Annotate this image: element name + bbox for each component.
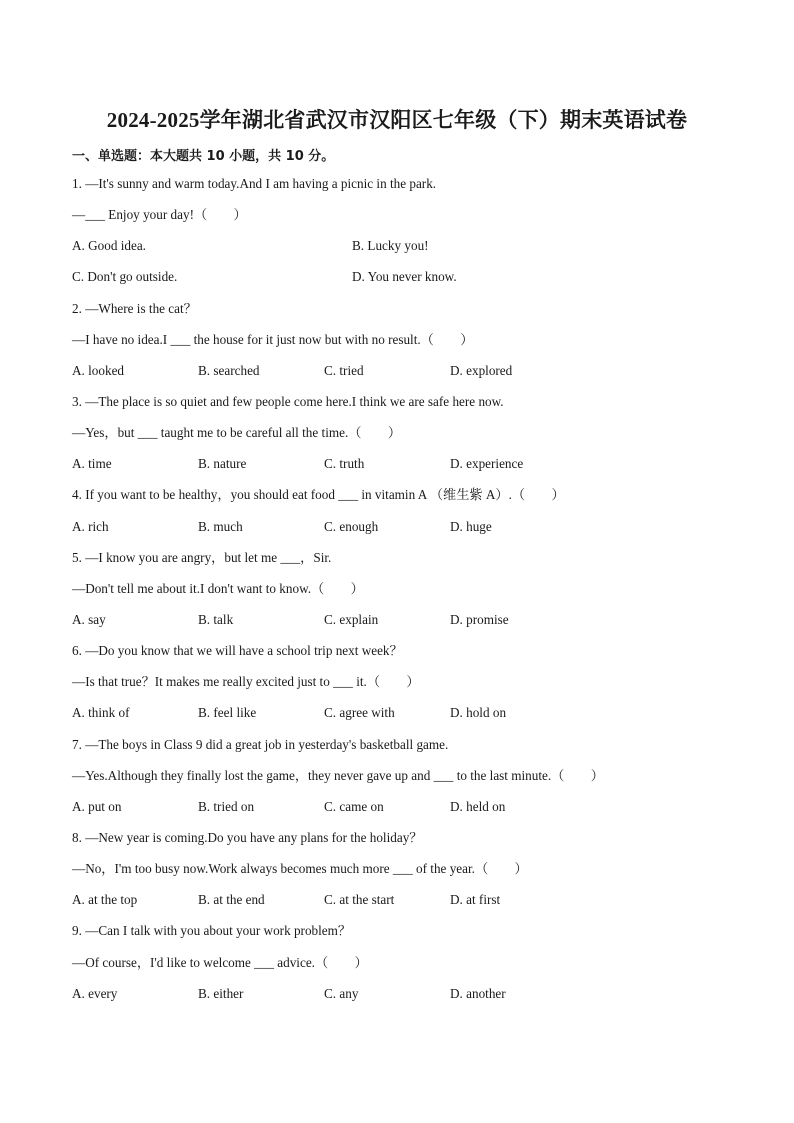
answer-option[interactable]: A. every	[72, 985, 118, 1001]
option-row	[72, 267, 732, 298]
question-response: —I have no idea.I ___ the house for it just now but with no result.（ ）	[72, 331, 474, 347]
option-row	[72, 517, 732, 548]
question-stem: 2. —Where is the cat？	[72, 300, 197, 316]
answer-option[interactable]: A. Good idea.	[72, 238, 146, 254]
answer-option[interactable]: C. came on	[324, 798, 384, 814]
answer-option[interactable]: D. explored	[450, 362, 513, 378]
answer-option[interactable]: B. Lucky you!	[352, 238, 429, 254]
answer-option[interactable]: D. another	[450, 985, 506, 1001]
question-response: —Of course，I'd like to welcome ___ advice.（ ）	[72, 954, 368, 970]
option-row	[72, 984, 732, 1015]
answer-option[interactable]: B. at the end	[198, 892, 265, 908]
answer-option[interactable]: B. either	[198, 985, 244, 1001]
answer-option[interactable]: B. searched	[198, 362, 260, 378]
answer-option[interactable]: A. say	[72, 611, 106, 627]
answer-option[interactable]: B. nature	[198, 456, 247, 472]
option-row	[72, 454, 732, 485]
answer-option[interactable]: A. rich	[72, 518, 109, 534]
answer-option[interactable]: D. held on	[450, 798, 506, 814]
question-stem: 1. —It's sunny and warm today.And I am having a picnic in the park.	[72, 176, 437, 191]
answer-option[interactable]: B. talk	[198, 611, 234, 627]
answer-option[interactable]: A. think of	[72, 705, 130, 721]
answer-option[interactable]: D. at first	[450, 892, 501, 908]
answer-option[interactable]: D. huge	[450, 518, 492, 534]
question-response: —Yes.Although they finally lost the game，they never gave up and ___ to the last minute.（ ）	[72, 767, 604, 783]
question-list	[72, 174, 732, 1015]
answer-option[interactable]: D. promise	[450, 611, 509, 627]
question-response: —___ Enjoy your day!（ ）	[72, 207, 247, 223]
option-row	[72, 890, 732, 921]
exam-title: 2024-2025学年湖北省武汉市汉阳区七年级（下）期末英语试卷	[106, 108, 688, 132]
question-stem: 5. —I know you are angry，but let me ___，Sir.	[72, 549, 332, 565]
answer-option[interactable]: C. tried	[324, 362, 364, 378]
answer-option[interactable]: C. Don't go outside.	[72, 269, 178, 285]
answer-option[interactable]: C. explain	[324, 611, 379, 627]
option-row	[72, 797, 732, 828]
answer-option[interactable]: A. time	[72, 456, 112, 472]
answer-option[interactable]: A. put on	[72, 798, 122, 814]
question-stem: 8. —New year is coming.Do you have any plans for the holiday？	[72, 829, 423, 845]
answer-option[interactable]: C. truth	[324, 456, 365, 472]
question-stem: 6. —Do you know that we will have a school trip next week？	[72, 643, 403, 659]
answer-option[interactable]: A. at the top	[72, 892, 138, 908]
answer-option[interactable]: A. looked	[72, 362, 125, 378]
answer-option[interactable]: B. much	[198, 518, 243, 534]
question-stem: 4. If you want to be healthy，you should eat food ___ in vitamin A （维生紫 A）.（ ）	[72, 487, 565, 503]
option-row	[72, 703, 732, 734]
answer-option[interactable]: D. experience	[450, 456, 524, 472]
question-response: —Yes，but ___ taught me to be careful all the time.（ ）	[72, 425, 402, 441]
option-row	[72, 610, 732, 641]
answer-option[interactable]: C. agree with	[324, 705, 395, 721]
option-row	[72, 361, 732, 392]
answer-option[interactable]: C. at the start	[324, 892, 395, 908]
question-response: —Is that true？It makes me really excited just to ___ it.（ ）	[72, 674, 420, 690]
answer-option[interactable]: C. any	[324, 985, 359, 1001]
answer-option[interactable]: B. feel like	[198, 705, 257, 721]
answer-option[interactable]: B. tried on	[198, 798, 255, 814]
question-stem: 7. —The boys in Class 9 did a great job in yesterday's basketball game.	[72, 736, 449, 752]
question-stem: 3. —The place is so quiet and few people come here.I think we are safe here now.	[72, 393, 504, 409]
answer-option[interactable]: D. You never know.	[352, 269, 457, 285]
answer-option[interactable]: C. enough	[324, 518, 379, 534]
question-response: —No，I'm too busy now.Work always becomes much more ___ of the year.（ ）	[72, 861, 528, 877]
section-heading: 一、单选题：本大题共 10 小题，共 10 分。	[72, 149, 335, 164]
option-row	[72, 236, 732, 267]
question-stem: 9. —Can I talk with you about your work problem？	[72, 923, 352, 939]
answer-option[interactable]: D. hold on	[450, 705, 507, 721]
question-response: —Don't tell me about it.I don't want to know.（ ）	[72, 580, 364, 596]
